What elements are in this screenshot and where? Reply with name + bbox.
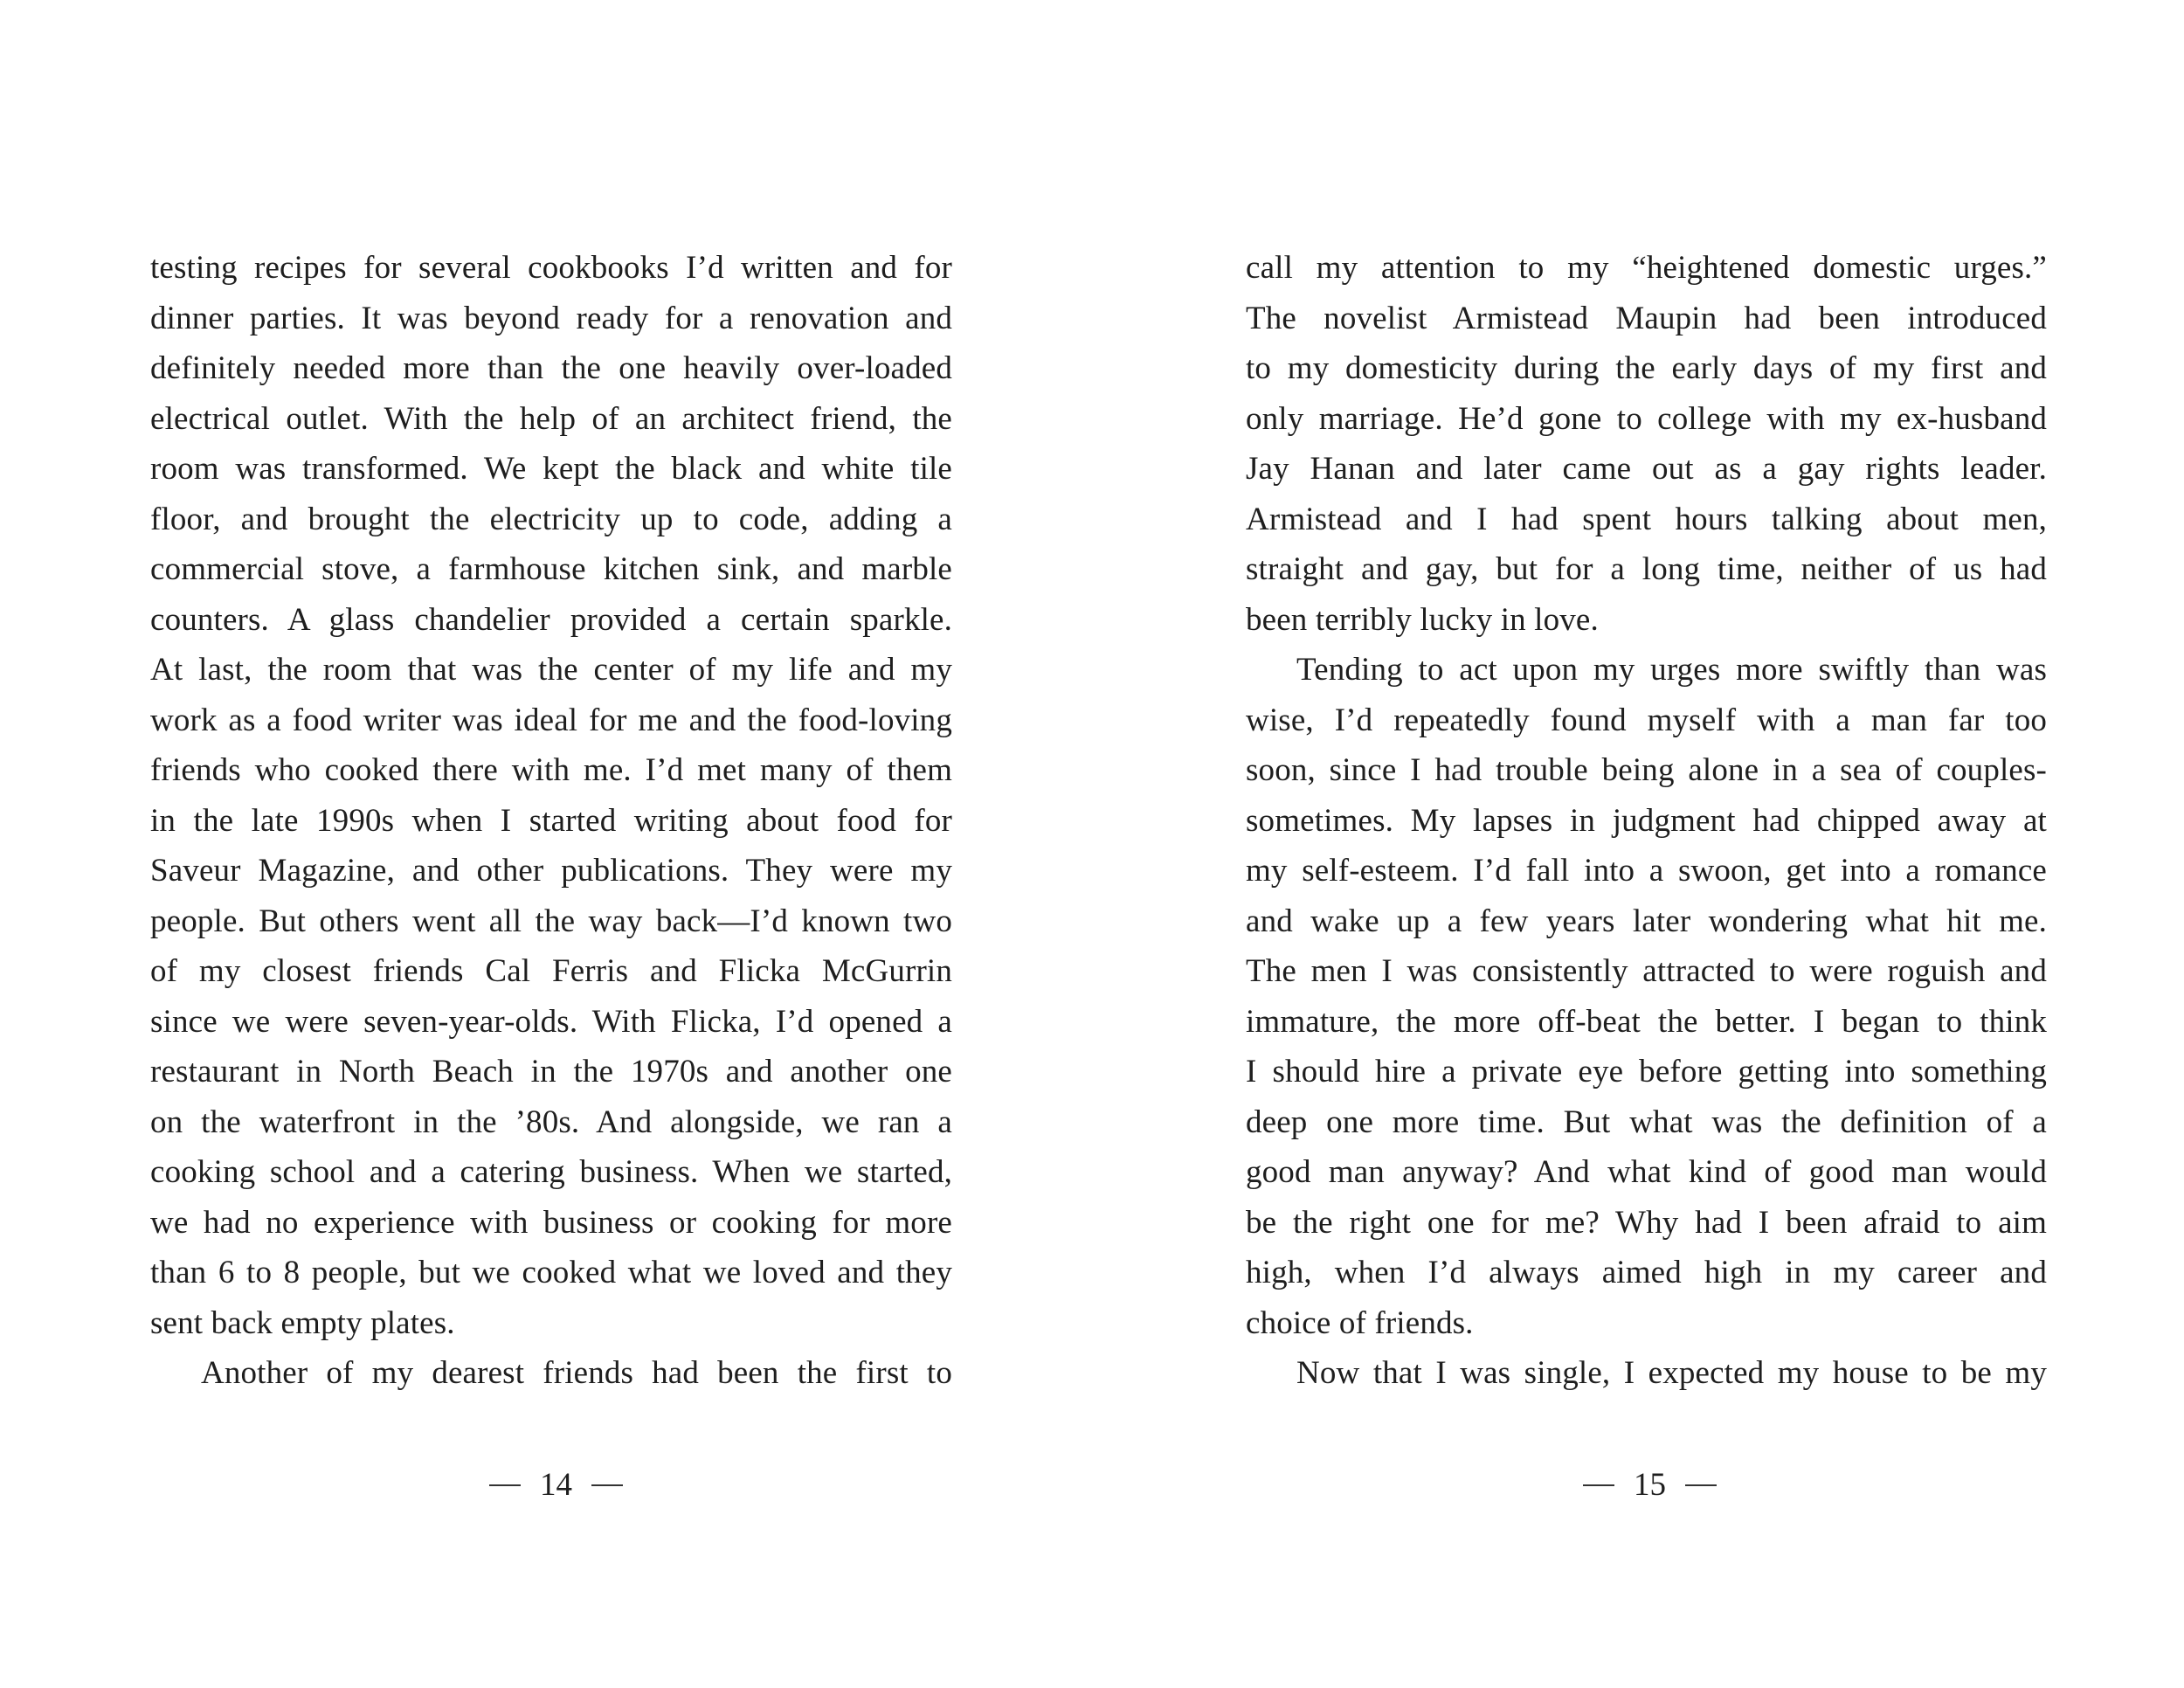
text-line: my self-esteem. I’d fall into a swoon, get into a romance bbox=[1246, 853, 2047, 889]
text-line: work as a food writer was ideal for me and the food-loving bbox=[150, 702, 952, 738]
text-line: than 6 to 8 people, but we cooked what we loved and they bbox=[150, 1255, 952, 1290]
text-line: Now that I was single, I expected my house to be my bbox=[1296, 1355, 2047, 1391]
text-line: call my attention to my “heightened domestic urges.” bbox=[1246, 250, 2047, 286]
text-line: testing recipes for several cookbooks I’d written and for bbox=[150, 250, 952, 286]
text-line: and wake up a few years later wondering what hit me. bbox=[1246, 903, 2047, 939]
text-line: dinner parties. It was beyond ready for a renovation and bbox=[150, 300, 952, 336]
text-line: only marriage. He’d gone to college with my ex-husband bbox=[1246, 400, 2047, 437]
text-line: electrical outlet. With the help of an architect friend, the bbox=[150, 400, 952, 437]
text-line: good man anyway? And what kind of good man would bbox=[1246, 1154, 2047, 1190]
right-page bbox=[1092, 0, 2184, 1688]
text-line: commercial stove, a farmhouse kitchen sink, and marble bbox=[150, 551, 952, 587]
text-line: straight and gay, but for a long time, neither of us had bbox=[1246, 551, 2047, 587]
text-line: deep one more time. But what was the definition of a bbox=[1246, 1103, 2047, 1140]
text-line: been terribly lucky in love. bbox=[1246, 601, 1599, 638]
right-page-body bbox=[1246, 243, 2047, 1399]
text-line: The men I was consistently attracted to were roguish and bbox=[1246, 953, 2047, 989]
text-line: The novelist Armistead Maupin had been introduced bbox=[1246, 300, 2047, 336]
folio-dash-left bbox=[1583, 1484, 1614, 1486]
text-line: people. But others went all the way back—I’d known two bbox=[150, 903, 952, 939]
text-line: to my domesticity during the early days of my first and bbox=[1246, 350, 2047, 386]
text-line: definitely needed more than the one heavily over-loaded bbox=[150, 350, 952, 386]
text-line: choice of friends. bbox=[1246, 1304, 1474, 1341]
text-line: of my closest friends Cal Ferris and Flicka McGurrin bbox=[150, 953, 952, 989]
folio-dash-right bbox=[591, 1484, 623, 1486]
page-number-text: 14 bbox=[540, 1467, 572, 1503]
text-line: restaurant in North Beach in the 1970s and another one bbox=[150, 1054, 952, 1090]
page-number-text: 15 bbox=[1634, 1467, 1666, 1503]
text-line: Saveur Magazine, and other publications. They were my bbox=[150, 853, 952, 889]
text-line: soon, since I had trouble being alone in a sea of couples- bbox=[1246, 752, 2047, 788]
right-page-number bbox=[1583, 1463, 1717, 1507]
folio-dash-left bbox=[489, 1484, 521, 1486]
text-line: be the right one for me? Why had I been afraid to aim bbox=[1246, 1204, 2047, 1241]
text-line: I should hire a private eye before getting into something bbox=[1246, 1054, 2047, 1090]
text-line: Tending to act upon my urges more swiftly than was bbox=[1296, 652, 2047, 688]
text-line: room was transformed. We kept the black and white tile bbox=[150, 451, 952, 487]
text-line: in the late 1990s when I started writing about food for bbox=[150, 802, 952, 839]
text-line: counters. A glass chandelier provided a certain sparkle. bbox=[150, 601, 952, 638]
left-page-body bbox=[150, 243, 952, 1399]
text-line: on the waterfront in the ’80s. And alongside, we ran a bbox=[150, 1103, 952, 1140]
text-line: friends who cooked there with me. I’d met many of them bbox=[150, 752, 952, 788]
left-page-number bbox=[489, 1463, 623, 1507]
text-line: we had no experience with business or cooking for more bbox=[150, 1204, 952, 1241]
text-line: Jay Hanan and later came out as a gay rights leader. bbox=[1246, 451, 2047, 487]
text-line: immature, the more off-beat the better. I began to think bbox=[1246, 1003, 2047, 1040]
folio-dash-right bbox=[1685, 1484, 1717, 1486]
text-line: floor, and brought the electricity up to code, adding a bbox=[150, 501, 952, 537]
text-line: sometimes. My lapses in judgment had chipped away at bbox=[1246, 802, 2047, 839]
text-line: sent back empty plates. bbox=[150, 1304, 455, 1341]
text-line: Another of my dearest friends had been the first to bbox=[201, 1355, 952, 1391]
text-line: cooking school and a catering business. When we started, bbox=[150, 1154, 952, 1190]
text-line: Armistead and I had spent hours talking about men, bbox=[1246, 501, 2047, 537]
text-line: high, when I’d always aimed high in my career and bbox=[1246, 1255, 2047, 1290]
text-line: wise, I’d repeatedly found myself with a man far too bbox=[1246, 702, 2047, 738]
text-line: At last, the room that was the center of my life and my bbox=[150, 652, 952, 688]
text-line: since we were seven-year-olds. With Flicka, I’d opened a bbox=[150, 1003, 952, 1040]
